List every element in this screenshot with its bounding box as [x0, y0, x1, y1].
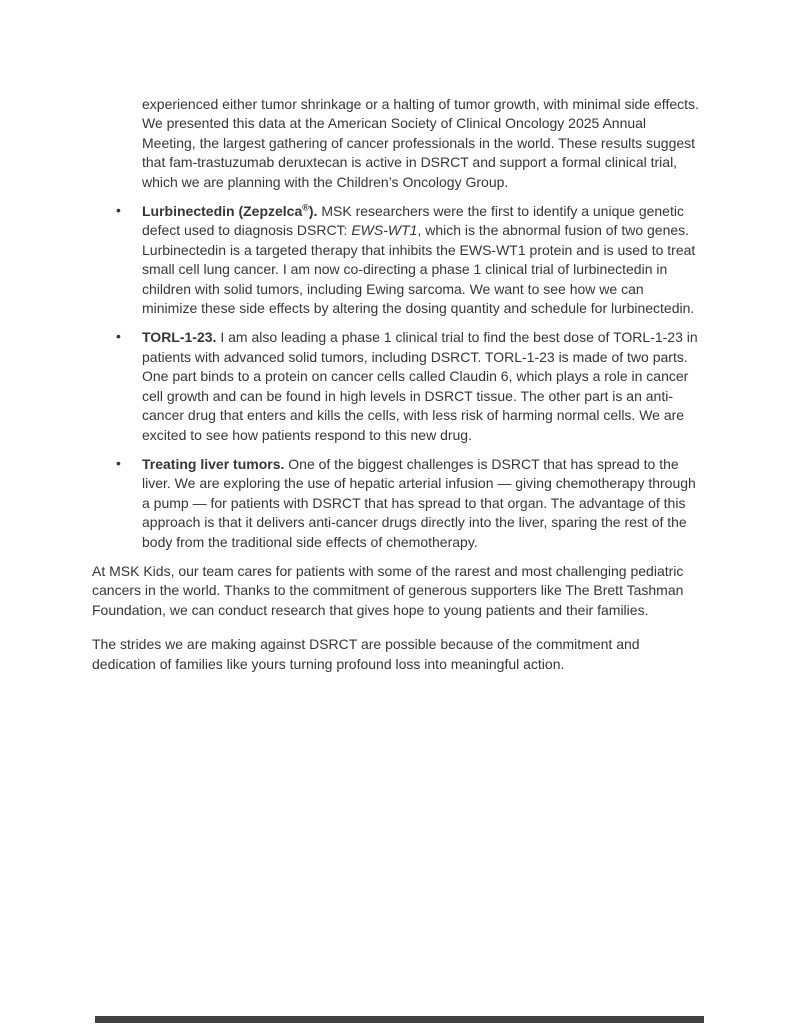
page-bottom-cutoff-bar — [95, 1016, 704, 1023]
research-bullet-list — [92, 202, 706, 552]
letter-body — [92, 95, 706, 684]
bullet-item-torl-1-23 — [92, 328, 702, 444]
bullet-body-text: MSK researchers were the first to identify a unique genetic defect used to diagnosis DSRCT: — [142, 203, 684, 239]
continuation-paragraph-text: experienced either tumor shrinkage or a halting of tumor growth, with minimal side effects. We presented this data at the American Society of Clinical Oncology 2025 Annual Meeting, the largest gathering of cancer professionals in the world. These results suggest that fam-trastuzumab deruxtecan is active in DSRCT and support a formal clinical trial, which we are planning with the Children’s Oncology Group. — [142, 96, 699, 190]
bullet-marker: • — [116, 454, 121, 471]
registered-trademark-symbol: ® — [302, 202, 309, 213]
bullet-lead-bold-close: ). — [308, 203, 318, 220]
bullet-marker: • — [116, 328, 121, 345]
bullet-item-lurbinectedin — [92, 202, 702, 318]
paragraph-strides — [92, 635, 706, 674]
bullet-marker: • — [116, 202, 121, 219]
bullet-body-text: , which is the abnormal fusion of two genes. Lurbinectedin is a targeted therapy that inhibits the EWS-WT1 protein and is used to treat small cell lung cancer. I am now co-directing a phase 1 clinical trial of lurbinectedin in children with solid tumors, including Ewing sarcoma. We want to see how we can minimize these side effects by altering the dosing quantity and schedule for lurbinectedin. — [142, 222, 696, 317]
continuation-paragraph — [142, 95, 702, 192]
bullet-body-text: One of the biggest challenges is DSRCT that has spread to the liver. We are exploring the use of hepatic arterial infusion — giving chemotherapy through a pump — for patients with DSRCT that has spread to that organ. The advantage of this approach is that it delivers anti-cancer drugs directly into the liver, sparing the rest of the body from the traditional side effects of chemotherapy. — [142, 455, 696, 550]
gene-name-italic: EWS-WT1 — [351, 222, 418, 239]
bullet-lead-bold: Treating liver tumors. — [142, 455, 285, 472]
bullet-item-liver-tumors — [92, 455, 702, 552]
paragraph-strides-text: The strides we are making against DSRCT are possible because of the commitment and dedication of families like yours turning profound loss into meaningful action. — [92, 636, 640, 672]
paragraph-msk-kids-text: At MSK Kids, our team cares for patients with some of the rarest and most challenging pediatric cancers in the world. Thanks to the commitment of generous supporters like The Brett Tashman Foundation, we can conduct research that gives hope to young patients and their families. — [92, 562, 684, 618]
bullet-body-text: I am also leading a phase 1 clinical trial to find the best dose of TORL-1-23 in patients with advanced solid tumors, including DSRCT. TORL-1-23 is made of two parts. One part binds to a protein on cancer cells called Claudin 6, which plays a role in cancer cell growth and can be found in high levels in DSRCT tissue. The other part is an anti-cancer drug that enters and kills the cells, with less risk of harming normal cells. We are excited to see how patients respond to this new drug. — [142, 329, 698, 443]
bullet-lead-bold: Lurbinectedin (Zepzelca — [142, 203, 303, 220]
paragraph-msk-kids — [92, 562, 706, 620]
bullet-lead-bold: TORL-1-23. — [142, 329, 217, 346]
